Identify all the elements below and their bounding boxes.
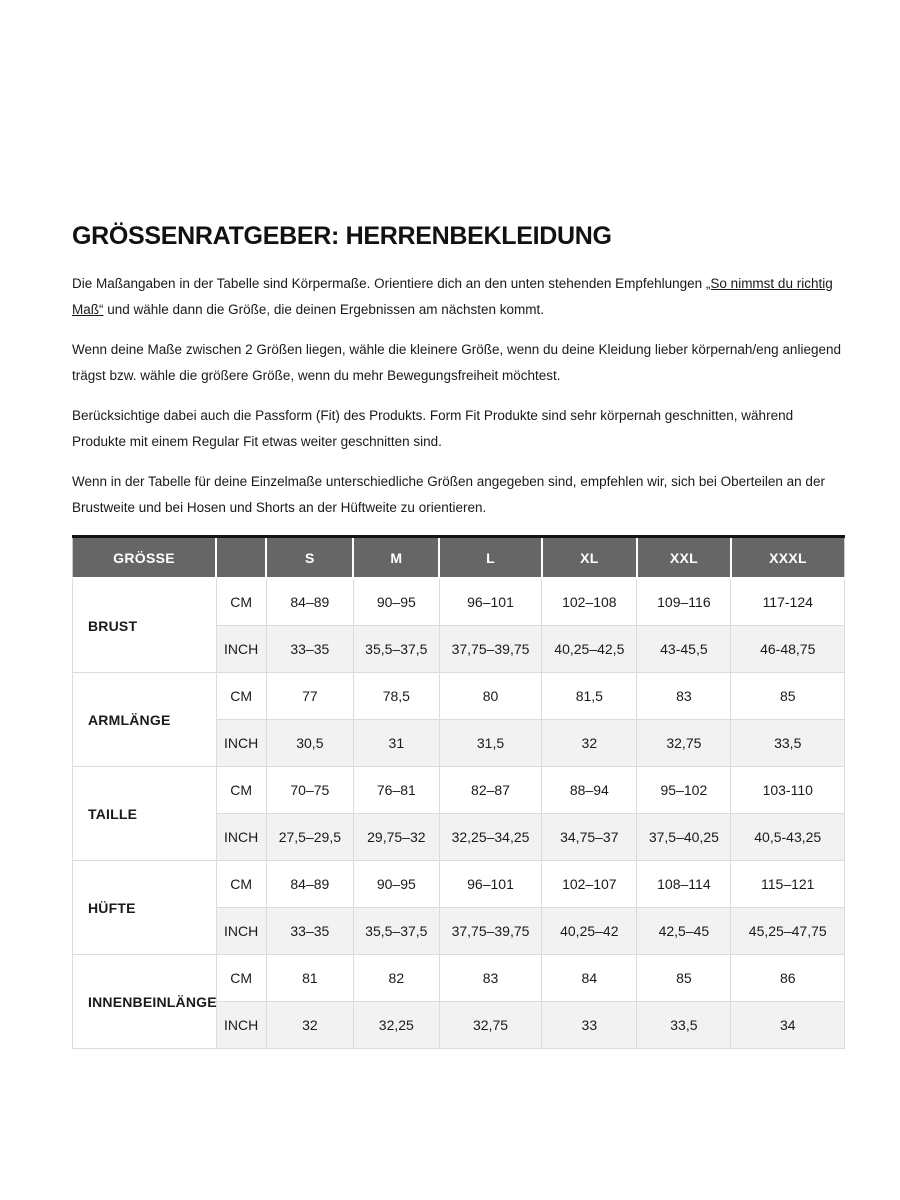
value-cell-cm: 81 [266, 955, 353, 1002]
table-row-cm [73, 955, 845, 1002]
value-cell-inch: 27,5–29,5 [266, 814, 353, 861]
value-cell-cm: 96–101 [439, 861, 542, 908]
value-cell-inch: 29,75–32 [353, 814, 439, 861]
value-cell-inch: 32,75 [439, 1002, 542, 1049]
value-cell-inch: 46-48,75 [731, 626, 845, 673]
value-cell-inch: 42,5–45 [637, 908, 731, 955]
unit-label-cm: CM [216, 861, 266, 908]
value-cell-cm: 85 [637, 955, 731, 1002]
value-cell-cm: 82 [353, 955, 439, 1002]
header-size-s: S [266, 537, 353, 579]
value-cell-cm: 84–89 [266, 861, 353, 908]
value-cell-cm: 90–95 [353, 861, 439, 908]
value-cell-cm: 102–108 [542, 578, 637, 626]
header-row [73, 537, 845, 579]
value-cell-cm: 83 [637, 673, 731, 720]
value-cell-cm: 96–101 [439, 578, 542, 626]
measure-guide-link[interactable]: „So nimmst du richtig Maß“ [72, 276, 833, 317]
value-cell-cm: 95–102 [637, 767, 731, 814]
size-table-body [73, 578, 845, 1049]
value-cell-cm: 84 [542, 955, 637, 1002]
value-cell-cm: 102–107 [542, 861, 637, 908]
value-cell-cm: 78,5 [353, 673, 439, 720]
value-cell-cm: 103-110 [731, 767, 845, 814]
value-cell-cm: 90–95 [353, 578, 439, 626]
unit-label-inch: INCH [216, 626, 266, 673]
table-row-cm [73, 767, 845, 814]
value-cell-cm: 108–114 [637, 861, 731, 908]
value-cell-inch: 37,75–39,75 [439, 626, 542, 673]
measure-label: HÜFTE [73, 861, 217, 955]
intro-paragraph-1 [72, 271, 845, 323]
unit-label-cm: CM [216, 673, 266, 720]
header-unit-spacer [216, 537, 266, 579]
value-cell-inch: 33 [542, 1002, 637, 1049]
value-cell-inch: 34,75–37 [542, 814, 637, 861]
table-row-cm [73, 861, 845, 908]
header-size-xxl: XXL [637, 537, 731, 579]
value-cell-inch: 45,25–47,75 [731, 908, 845, 955]
unit-label-cm: CM [216, 955, 266, 1002]
header-groesse: GRÖSSE [73, 537, 217, 579]
value-cell-inch: 30,5 [266, 720, 353, 767]
intro-paragraph-2: Wenn deine Maße zwischen 2 Größen liegen, wähle die kleinere Größe, wenn du deine Kleidung lieber körpernah/eng anliegend trägst bzw. wähle die größere Größe, wenn du mehr Bewegungsfreiheit möchtest. [72, 342, 841, 383]
header-size-xxxl: XXXL [731, 537, 845, 579]
value-cell-inch: 33,5 [637, 1002, 731, 1049]
value-cell-inch: 32 [266, 1002, 353, 1049]
value-cell-inch: 32,25–34,25 [439, 814, 542, 861]
value-cell-cm: 117-124 [731, 578, 845, 626]
table-row-cm [73, 673, 845, 720]
unit-label-inch: INCH [216, 814, 266, 861]
value-cell-cm: 84–89 [266, 578, 353, 626]
value-cell-cm: 77 [266, 673, 353, 720]
intro-paragraph-4: Wenn in der Tabelle für deine Einzelmaße unterschiedliche Größen angegeben sind, empfehlen wir, sich bei Oberteilen an der Brustweite und bei Hosen und Shorts an der Hüftweite zu orientieren. [72, 474, 825, 515]
intro-paragraph-1-text-after: und wähle dann die Größe, die deinen Ergebnissen am nächsten kommt. [103, 302, 545, 317]
table-row-cm [73, 578, 845, 626]
page-title: GRÖSSENRATGEBER: HERRENBEKLEIDUNG [72, 222, 612, 250]
unit-label-cm: CM [216, 578, 266, 626]
value-cell-cm: 81,5 [542, 673, 637, 720]
header-size-l: L [439, 537, 542, 579]
unit-label-inch: INCH [216, 908, 266, 955]
value-cell-cm: 82–87 [439, 767, 542, 814]
value-cell-inch: 37,5–40,25 [637, 814, 731, 861]
unit-label-inch: INCH [216, 1002, 266, 1049]
value-cell-inch: 33–35 [266, 908, 353, 955]
size-table-header [73, 537, 845, 579]
value-cell-inch: 31 [353, 720, 439, 767]
value-cell-inch: 33–35 [266, 626, 353, 673]
value-cell-cm: 80 [439, 673, 542, 720]
value-cell-cm: 85 [731, 673, 845, 720]
measure-label: ARMLÄNGE [73, 673, 217, 767]
value-cell-inch: 40,25–42,5 [542, 626, 637, 673]
header-size-xl: XL [542, 537, 637, 579]
value-cell-inch: 34 [731, 1002, 845, 1049]
value-cell-cm: 86 [731, 955, 845, 1002]
value-cell-inch: 32,25 [353, 1002, 439, 1049]
value-cell-inch: 43-45,5 [637, 626, 731, 673]
intro-paragraph-3: Berücksichtige dabei auch die Passform (Fit) des Produkts. Form Fit Produkte sind sehr körpernah geschnitten, während Produkte mit einem Regular Fit etwas weiter geschnitten sind. [72, 408, 794, 449]
measure-label: INNENBEINLÄNGE [73, 955, 217, 1049]
measure-label: TAILLE [73, 767, 217, 861]
value-cell-cm: 83 [439, 955, 542, 1002]
unit-label-inch: INCH [216, 720, 266, 767]
value-cell-inch: 32,75 [637, 720, 731, 767]
value-cell-inch: 35,5–37,5 [353, 626, 439, 673]
value-cell-cm: 76–81 [353, 767, 439, 814]
value-cell-cm: 109–116 [637, 578, 731, 626]
value-cell-inch: 35,5–37,5 [353, 908, 439, 955]
intro-paragraph-1-text-before: Die Maßangaben in der Tabelle sind Körpermaße. Orientiere dich an den unten stehenden Empfehlungen [72, 276, 706, 291]
value-cell-inch: 32 [542, 720, 637, 767]
size-table [72, 535, 845, 1049]
value-cell-inch: 40,25–42 [542, 908, 637, 955]
measure-label: BRUST [73, 578, 217, 673]
value-cell-cm: 88–94 [542, 767, 637, 814]
header-size-m: M [353, 537, 439, 579]
unit-label-cm: CM [216, 767, 266, 814]
value-cell-inch: 33,5 [731, 720, 845, 767]
value-cell-cm: 115–121 [731, 861, 845, 908]
value-cell-cm: 70–75 [266, 767, 353, 814]
value-cell-inch: 37,75–39,75 [439, 908, 542, 955]
value-cell-inch: 40,5-43,25 [731, 814, 845, 861]
value-cell-inch: 31,5 [439, 720, 542, 767]
